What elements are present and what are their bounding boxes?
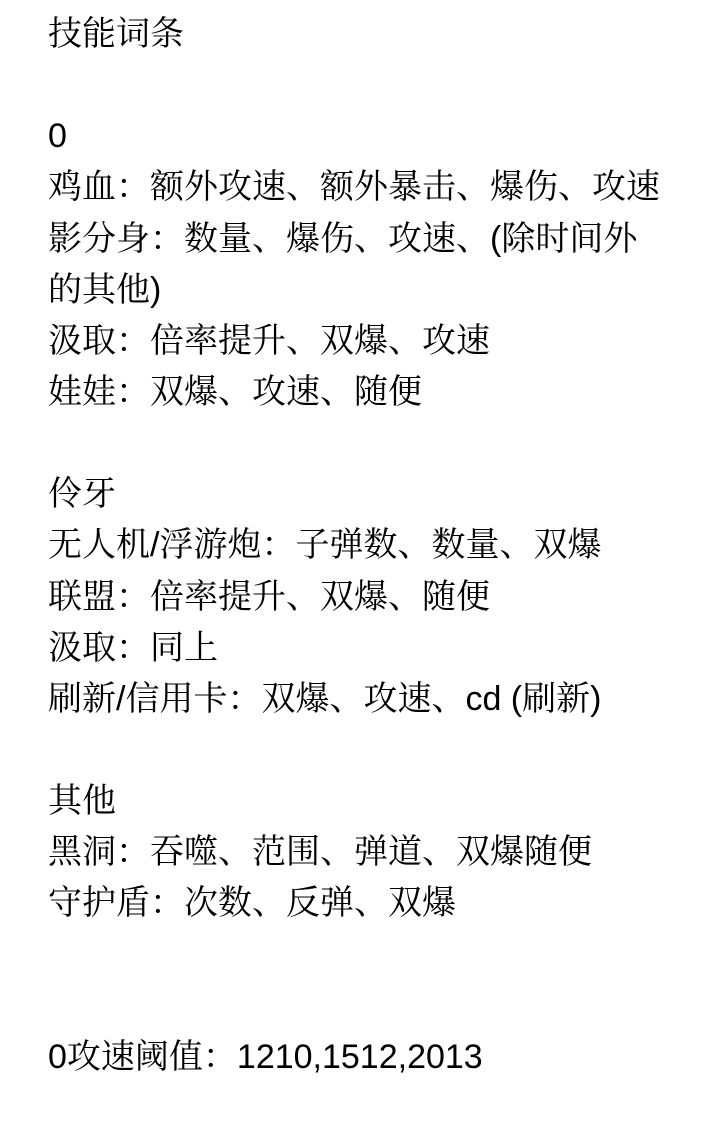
blank-line [48, 930, 696, 981]
blank-line [48, 981, 696, 1032]
section-heading-other: 其他 [48, 782, 116, 821]
note-line: 联盟：倍率提升、双爆、随便 [48, 577, 490, 616]
note-line: 黑洞：吞噬、范围、弹道、双爆随便 [48, 833, 592, 872]
blank-line [48, 725, 696, 776]
note-line: 刷新/信用卡：双爆、攻速、cd (刷新) [48, 679, 602, 718]
note-line: 汲取：同上 [48, 628, 218, 667]
note-line: 娃娃：双爆、攻速、随便 [48, 372, 422, 411]
note-line: 汲取：倍率提升、双爆、攻速 [48, 321, 490, 360]
blank-line [48, 60, 696, 111]
note-line: 影分身：数量、爆伤、攻速、(除时间外 [48, 219, 638, 258]
section-heading-lingya: 伶牙 [48, 475, 116, 514]
note-line: 守护盾：次数、反弹、双爆 [48, 884, 456, 923]
note-footer: 0攻速阈值：1210,1512,2013 [48, 1037, 483, 1076]
note-line: 的其他) [48, 270, 162, 309]
note-line: 无人机/浮游炮：子弹数、数量、双爆 [48, 526, 602, 565]
blank-line [48, 418, 696, 469]
note-line: 鸡血：额外攻速、额外暴击、爆伤、攻速 [48, 168, 660, 207]
section-heading-0: 0 [48, 117, 67, 156]
note-title: 技能词条 [48, 15, 184, 53]
